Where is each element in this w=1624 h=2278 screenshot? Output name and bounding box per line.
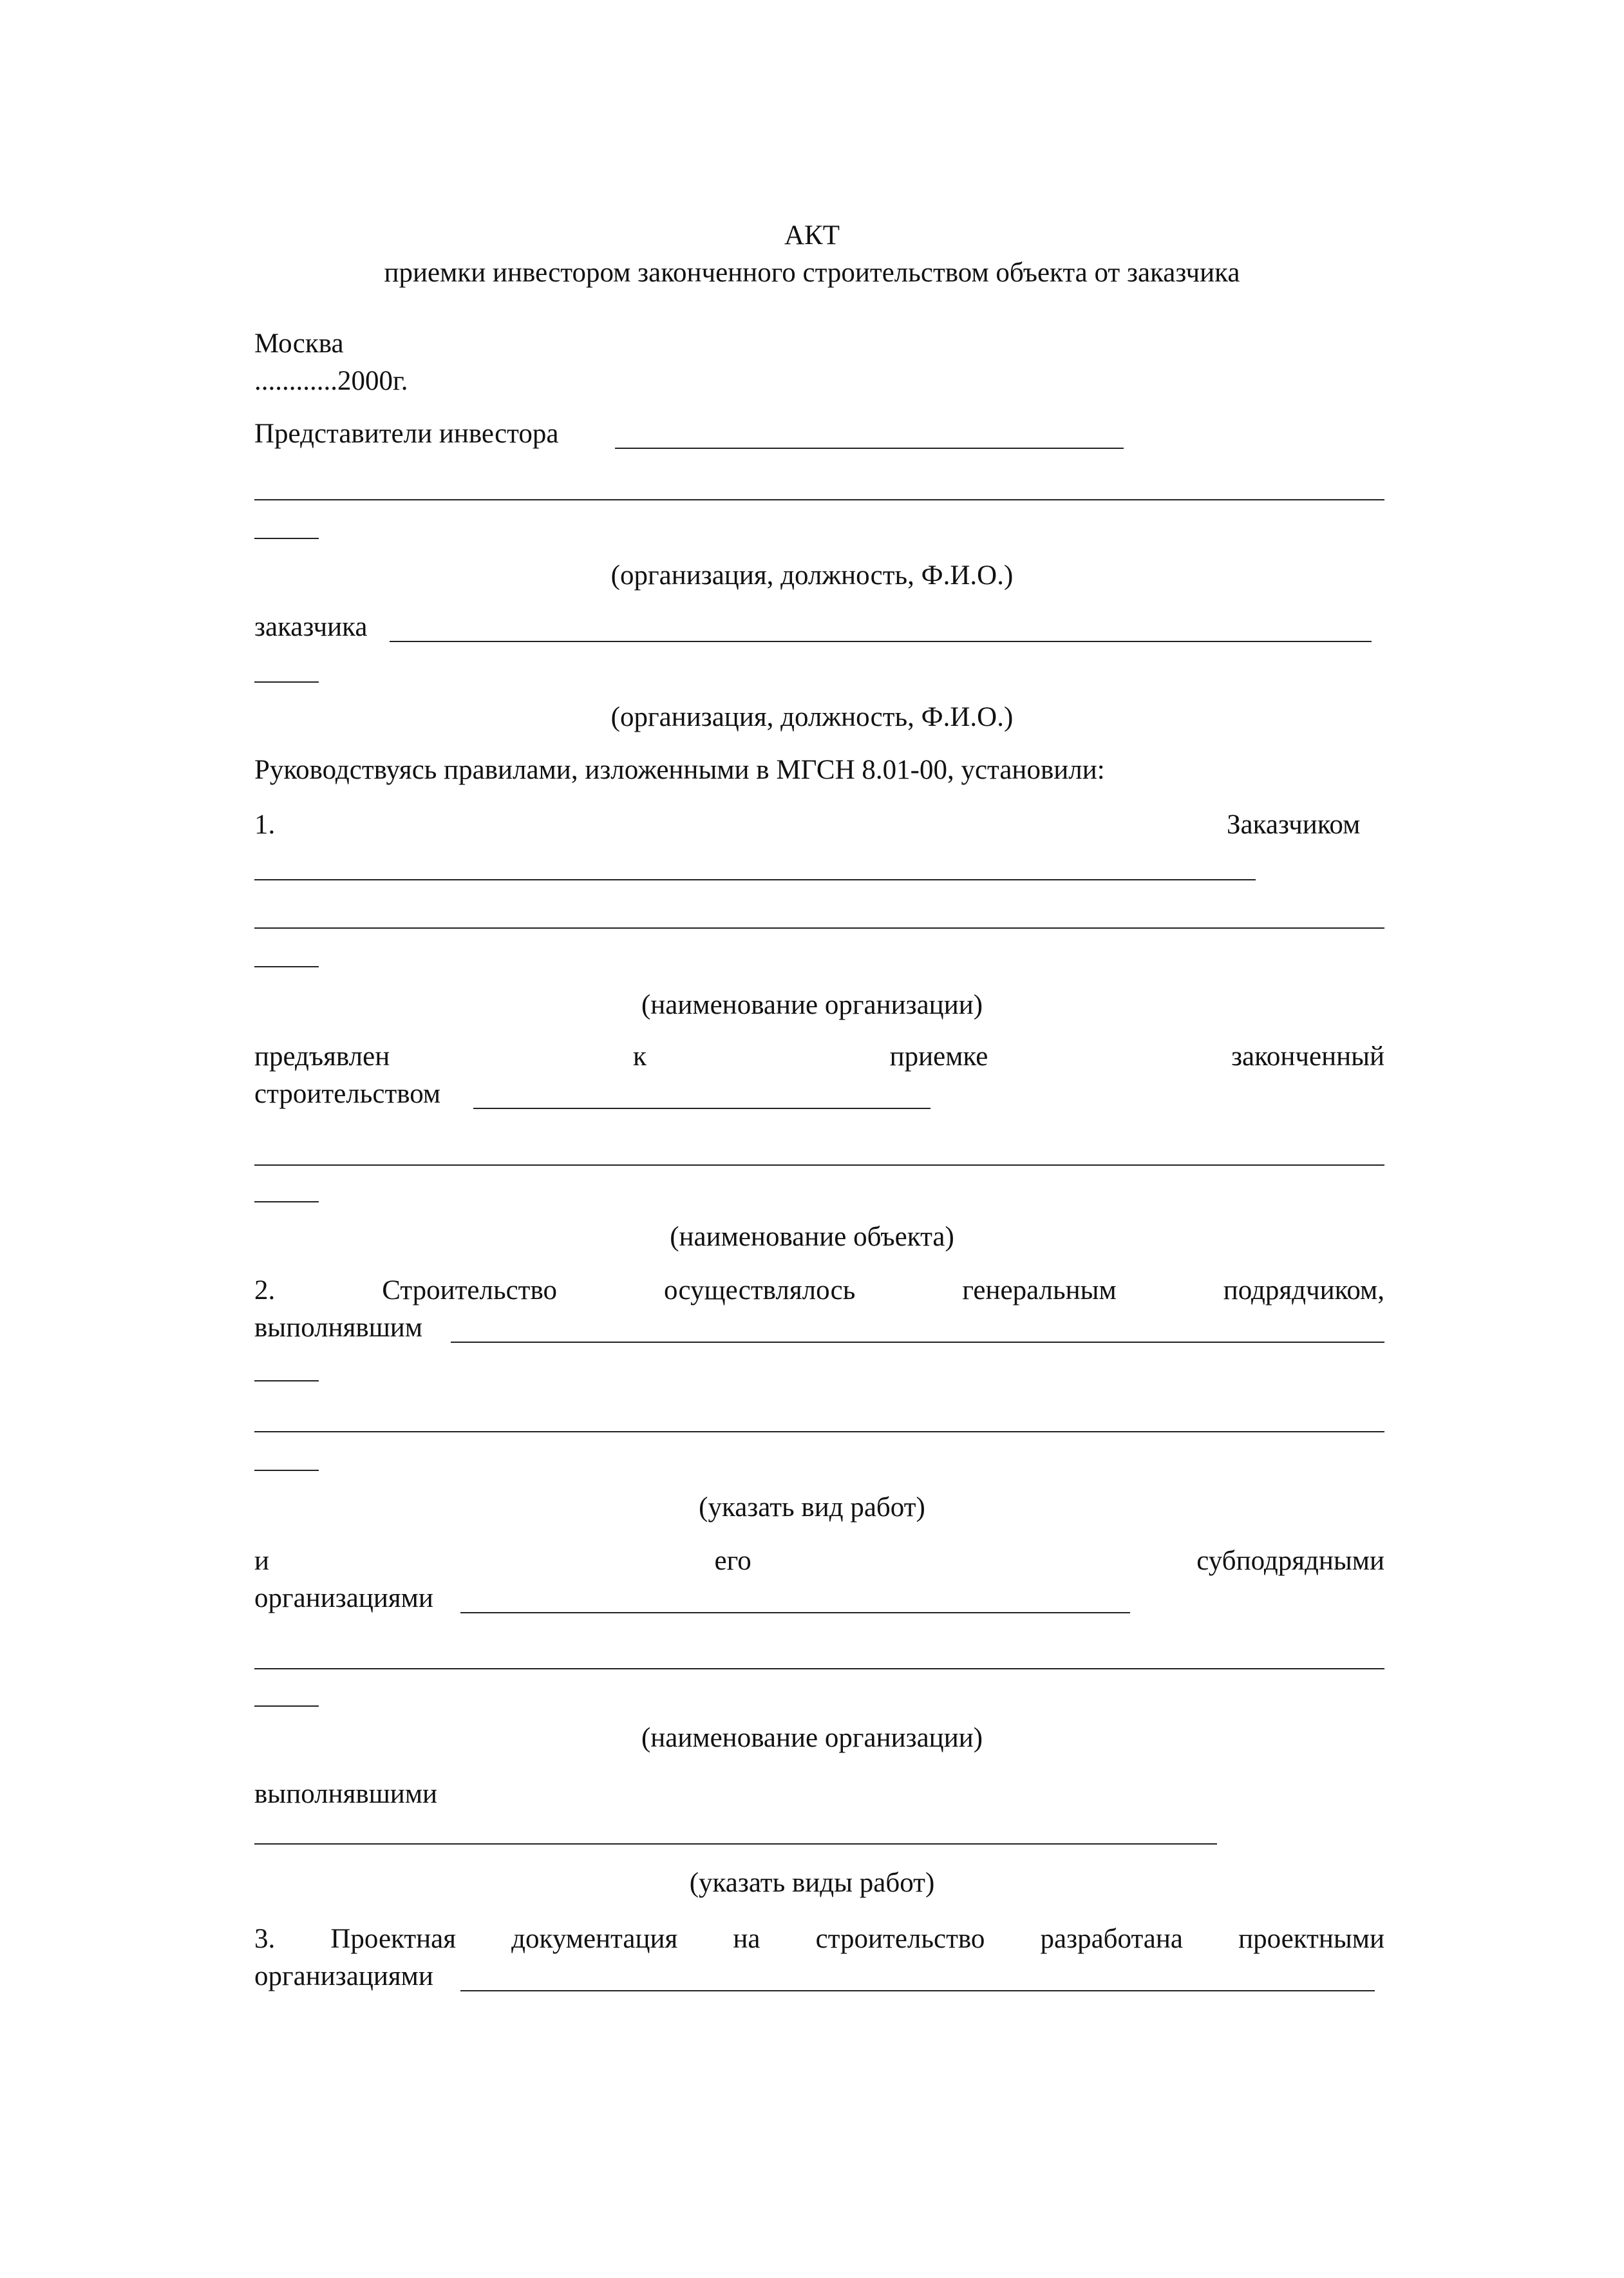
word: Строительство xyxy=(382,1275,557,1305)
work-types-field-line[interactable] xyxy=(254,1843,1217,1845)
word: и xyxy=(254,1546,270,1576)
hint-org-position-name: (организация, должность, Ф.И.О.) xyxy=(610,560,1014,591)
general-contractor-field-line-2[interactable] xyxy=(254,1431,1384,1432)
performed-plural-label: выполнявшими xyxy=(254,1779,438,1809)
short-line xyxy=(254,538,319,539)
document-title: АКТ xyxy=(784,220,840,251)
item1-field-line[interactable] xyxy=(254,879,1256,880)
word: к xyxy=(632,1041,647,1072)
organizations-label: организациями xyxy=(254,1583,433,1613)
word: 2. xyxy=(254,1275,276,1305)
hint-org-name-2: (наименование организации) xyxy=(641,1723,983,1753)
item3-heading-line xyxy=(254,1922,1384,1956)
hint-org-position-name-2: (организация, должность, Ф.И.О.) xyxy=(610,702,1014,732)
short-line xyxy=(254,1380,319,1381)
object-field-line[interactable] xyxy=(473,1108,930,1109)
performed-label: выполнявшим xyxy=(254,1313,423,1343)
word: Проектная xyxy=(330,1924,457,1954)
date: ............2000г. xyxy=(254,366,408,396)
customer-label: заказчика xyxy=(254,612,368,642)
item1-presented-line xyxy=(254,1040,1384,1074)
investor-field-line-2[interactable] xyxy=(254,499,1384,500)
subcontractors-field-line-2[interactable] xyxy=(254,1668,1384,1669)
hint-org-name: (наименование организации) xyxy=(641,990,983,1020)
general-contractor-field-line[interactable] xyxy=(451,1342,1384,1343)
word: генеральным xyxy=(962,1275,1117,1305)
hint-object-name: (наименование объекта) xyxy=(670,1222,954,1252)
word: разработана xyxy=(1040,1924,1183,1954)
item2-sub-line xyxy=(254,1544,1384,1578)
word: приемке xyxy=(889,1041,988,1072)
short-line xyxy=(254,966,319,967)
word: на xyxy=(733,1924,760,1954)
customer-field-line[interactable] xyxy=(390,641,1372,642)
document-subtitle: приемки инвестором законченного строительством объекта от заказчика xyxy=(384,258,1240,288)
item1-field-line-2[interactable] xyxy=(254,927,1384,929)
subcontractors-field-line[interactable] xyxy=(460,1612,1130,1613)
investor-field-line[interactable] xyxy=(615,448,1124,449)
short-line xyxy=(254,681,319,683)
construction-label: строительством xyxy=(254,1079,441,1109)
word: его xyxy=(714,1546,751,1576)
short-line xyxy=(254,1470,319,1471)
hint-work-type: (указать вид работ) xyxy=(699,1492,925,1523)
investor-label: Представители инвестора xyxy=(254,419,559,449)
word: проектными xyxy=(1238,1924,1384,1954)
word: осуществлялось xyxy=(663,1275,856,1305)
word: субподрядными xyxy=(1196,1546,1384,1576)
word: предъявлен xyxy=(254,1041,390,1072)
item2-heading-line xyxy=(254,1274,1384,1307)
design-organizations-label: организациями xyxy=(254,1961,433,1991)
object-field-line-2[interactable] xyxy=(254,1164,1384,1166)
short-line xyxy=(254,1705,319,1707)
word: 3. xyxy=(254,1924,276,1954)
item1-customer-word: Заказчиком xyxy=(1227,810,1361,840)
city: Москва xyxy=(254,328,344,359)
word: законченный xyxy=(1231,1041,1384,1072)
short-line xyxy=(254,1201,319,1202)
word: документация xyxy=(511,1924,678,1954)
design-organizations-field-line[interactable] xyxy=(460,1990,1375,1991)
hint-work-types: (указать виды работ) xyxy=(689,1868,935,1898)
word: подрядчиком, xyxy=(1223,1275,1384,1305)
guidance-text: Руководствуясь правилами, изложенными в МГСН 8.01-00, установили: xyxy=(254,755,1105,785)
item1-number: 1. xyxy=(254,810,276,840)
word: строительство xyxy=(815,1924,985,1954)
